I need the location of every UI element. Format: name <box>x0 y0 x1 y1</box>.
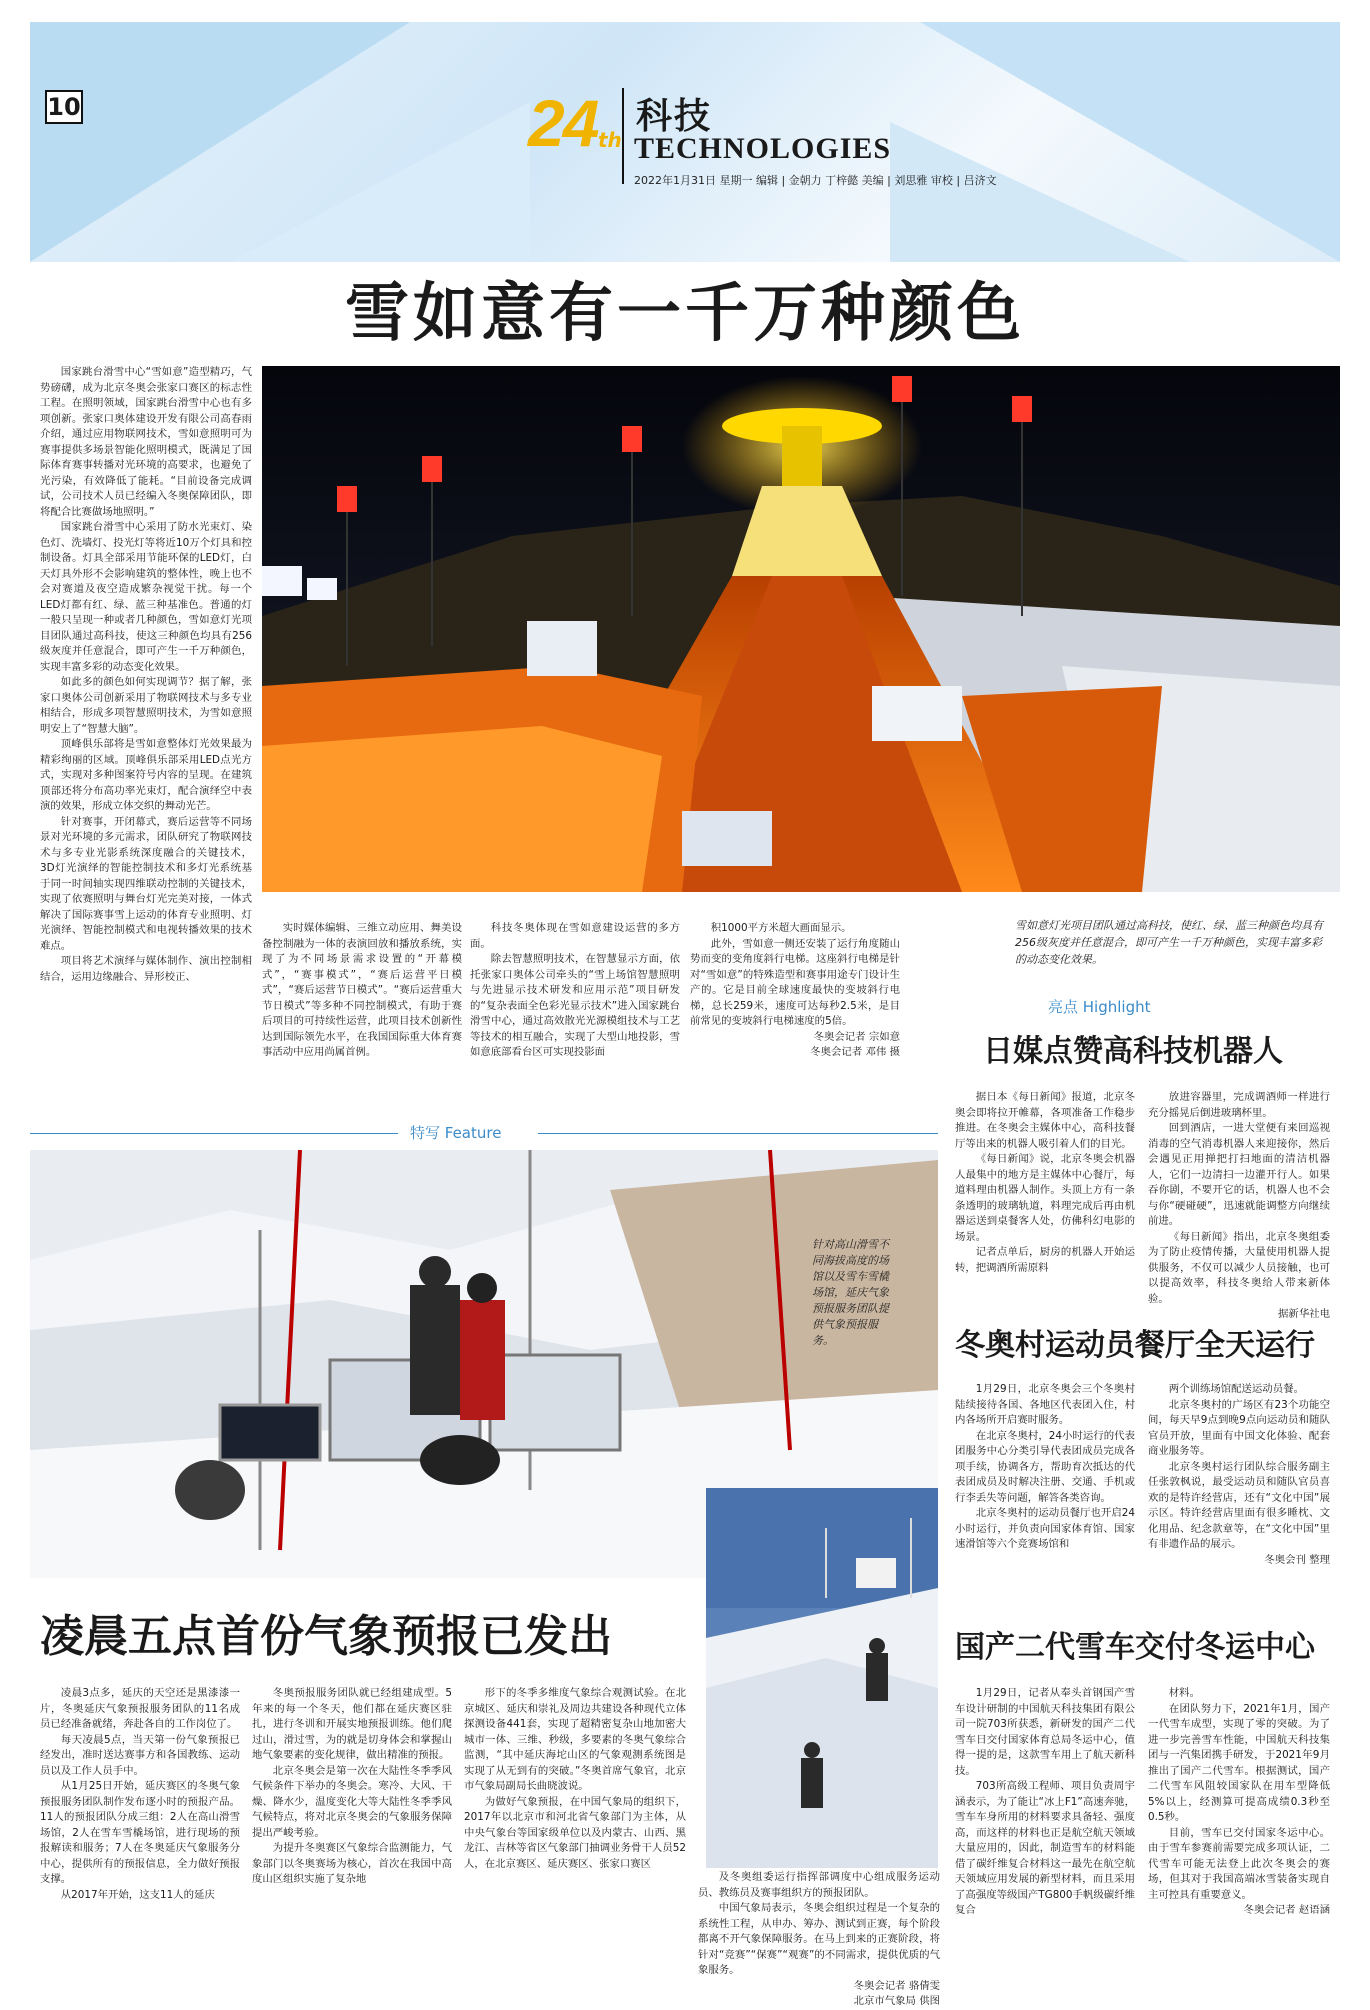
logo-24: 24 <box>528 86 598 160</box>
sled-byline: 冬奥会记者 赵语涵 <box>1243 1904 1330 1916</box>
weather-station-caption: 针对高山滑雪不同海拔高度的场馆以及雪车雪橇场馆，延庆气象预报服务团队提供气象预报服务。 <box>812 1238 889 1347</box>
article1-column-3: 科技冬奥体现在雪如意建设运营的多方面。 除去智慧照明技术，在智慧显示方面，依托张家口奥体公司牵头的“雪上场馆智慧照明与先进显示技术研发和应用示范”项目研发的“复杂表面全色彩光显示技术”进入国家跳台滑雪中心，通过高效散光光源模组技术与工艺等技术的相互融合，实现了大型山地投影，雪如意底部看台区可实现投影面 <box>470 922 680 1058</box>
feature-label: 特写 Feature <box>410 1124 502 1142</box>
page-number: 10 <box>45 90 83 124</box>
highlight-column-1: 据日本《每日新闻》报道，北京冬奥会即将拉开帷幕，各项准备工作稳步推进。在冬奥会主媒体中心，高科技餐厅等出来的机器人吸引着人们的目光。 《每日新闻》说，北京冬奥会机器人最集中的地方是主媒体中心餐厅，每道料理由机器人制作。头顶上方有一条条透明的玻璃轨道，料理完成后再由机器运送到桌餐客人处，仿佛科幻电影的场景。 记者点单后，厨房的机器人开始运转，把调酒所需原料 <box>955 1091 1135 1274</box>
highlight-byline: 据新华社电 <box>1278 1308 1330 1320</box>
section-title-en: TECHNOLOGIES <box>634 132 892 165</box>
feature-rule-left <box>30 1133 398 1134</box>
section-title-cn: 科技 <box>636 96 713 137</box>
article1-column-1: 国家跳台滑雪中心“雪如意”造型精巧，气势磅礴，成为北京冬奥会张家口赛区的标志性工程。在照明领域，国家跳台滑雪中心也有多项创新。张家口奥体建设开发有限公司高春雨介绍，通过应用物联网技术，雪如意照明可为赛事提供多场景智能化照明模式，既满足了国际体育赛事转播对光环境的高要求，也避免了光污染，有效降低了能耗。“目前设备完成调试，公司技术人员已经编入冬奥保障团队，即将配合比赛做场地照明。” 国家跳台滑雪中心采用了防水光束灯、染色灯、洗墙灯、投光灯等将近10万个灯具和控制设备。灯具全部采用节能环保的LED灯，白天灯具外形不会影响建筑的整体性，晚上也不会对赛道及夜空造成繁杂视觉干扰。每一个LED灯都有红、绿、蓝三种基准色。普通的灯一般只呈现一种或者几种颜色，雪如意灯光项目团队通过高科技，使这三种颜色均具有256级灰度并任意混合，即可产生一千万种颜色，实现丰富多彩的动态变化效果。 如此多的颜色如何实现调节？据了解，张家口奥体公司创新采用了物联网技术与多专业相结合，形成多项智慧照明技术，为雪如意照明安上了“智慧大脑”。 顶峰俱乐部将是雪如意整体灯光效果最为精彩绚丽的区域。顶峰俱乐部采用LED点光方式，实现对多种图案符号内容的呈现。在建筑顶部还将分布高功率光束灯，配合演绎空中表演的效果，形成立体交织的舞动光芒。 针对赛事，开闭幕式，赛后运营等不同场景对光环境的多元需求，团队研究了物联网技术与多专业光影系统深度融合的关键技术，3D灯光演绎的智能控制技术和多灯光系统基于同一时间轴实现四维联动控制的关键技术，实现了依赛照明与舞台灯光完美对接，一体式解决了国际赛事雪上运动的体育专业照明、灯光演绎、智能控制模式和电视转播效果的技术难点。 项目将艺术演绎与媒体制作、演出控制相结合，运用边缘融合、异形校正、 <box>40 366 252 983</box>
sled-headline: 国产二代雪车交付冬运中心 <box>955 1630 1315 1665</box>
highlight-label: 亮点 Highlight <box>1048 998 1151 1016</box>
village-column-2: 两个训练场馆配送运动员餐。 北京冬奥村的广场区有23个功能空间，每天早9点到晚9点向运动员和随队官员开放，里面有中国文化体验、配套商业服务等。 北京冬奥村运行团队综合服务副主任张敦枫说，最受运动员和随队官员喜欢的是特许经营店，还有“文化中国”展示区。特许经营店里面有很多睡枕、文化用品、纪念款章等，在“文化中国”里有非遗作品的展示。 冬奥会刊 整理 <box>1148 1382 1330 1568</box>
village-byline: 冬奥会刊 整理 <box>1264 1553 1330 1566</box>
article1-column-4: 积1000平方米超大画面显示。 此外，雪如意一侧还安装了运行角度随山势而变的变角度斜行电梯。这座斜行电梯是针对“雪如意”的特殊造型和赛事用途专门设计生产的。它是目前全球速度最快的变坡斜行电梯，总长259米，速度可达每秒2.5米，是目前常见的变坡斜行电梯速度的5倍。 冬奥会记者 宗如意 冬奥会记者 邓伟 摄 <box>690 921 900 1061</box>
feature-column-1: 凌晨3点多，延庆的天空还是黑漆漆一片，冬奥延庆气象预报服务团队的11名成员已经准备就绪，奔赴各自的工作岗位了。 每天凌晨5点，当天第一份气象预报已经发出，准时送达赛事方和各国教练、运动员以及工作人员手中。 从1月25日开始，延庆赛区的冬奥气象预报服务团队制作发布逐小时的预报产品。11人的预报团队分成三组：2人在高山滑雪场馆，2人在雪车雪橇场馆，进行现场的预报解读和服务；7人在冬奥延庆气象服务分中心，提供所有的预报信息，全力做好预报支撑。 从2017年开始，这支11人的延庆 <box>40 1687 240 1901</box>
ski-jump-photo <box>262 366 1340 892</box>
sled-column-2: 材料。 在团队努力下，2021年1月，国产一代雪车成型，实现了零的突破。为了进一步完善雪车性能，中国航天科技集团与一汽集团携手研发，于2021年9月推出了国产二代雪车。根据测试，国产二代雪车风阻较国家队在用车型降低5%以上，经测算可提高成绩0.3秒至0.5秒。 目前，雪车已交付国家冬运中心。由于雪车参赛前需要完成多项认证，二代雪车可能无法登上此次冬奥会的赛场，但其对于我国高端冰雪装备实现自主可控具有重要意义。 冬奥会记者 赵语涵 <box>1148 1686 1330 1926</box>
snow-hikers-photo <box>706 1488 938 1868</box>
feature-byline-photo: 北京市气象局 供图 <box>853 1995 940 2007</box>
feature-rule-right <box>538 1133 938 1134</box>
feature-column-3: 形下的冬季多维度气象综合观测试验。在北京城区、延庆和崇礼及周边共建设各种现代立体探测设备441套，实现了超精密复杂山地加密大城市一体、三维、秒级，多要素的冬奥气象综合监测，“其中延庆海坨山区的气象观测系统图是实现了从无到有的突破。”冬奥首席气象官，北京市气象局副局长曲晓波说。 为做好气象预报，在中国气象局的组织下，2017年以北京市和河北省气象部门为主体，从中央气象台等国家级单位以及内蒙古、山西、黑龙江、吉林等省区气象部门抽调业务骨干人员52人，在北京赛区、延庆赛区、张家口赛区 <box>464 1687 686 1870</box>
highlight-column-2: 放进容器里，完成调酒师一样进行充分摇晃后倒进玻璃杯里。 回到酒店，一进大堂便有来回巡视消毒的空气消毒机器人来迎接你，然后会遇见正用掸把打扫地面的清洁机器人，它们一边清扫一边灌开行人。如果吞你剧，不要开它的话，机器人也不会与你“硬碰硬”，迅速就能调整方向继续前进。 《每日新闻》指出，北京冬奥组委为了防止疫情传播，大量使用机器人提供服务，不仅可以减少人员接触，也可以提高效率，科技冬奥给人带来新体验。 据新华社电 <box>1148 1090 1330 1323</box>
article1-byline-writer: 冬奥会记者 宗如意 <box>813 1030 900 1043</box>
village-column-1: 1月29日，北京冬奥会三个冬奥村陆续接待各国、各地区代表团入住，村内各场所开启赛时服务。 在北京冬奥村，24小时运行的代表团服务中心分类引导代表团成员完成各项手续，协调各方，帮助育次抵达的代表团成员及时解决注册、交通、手机或行李丢失等问题，解答各类咨询。 北京冬奥村的运动员餐厅也开启24小时运行，并负责向国家体育馆、国家速滑馆等六个竞赛场馆和 <box>955 1383 1135 1550</box>
headline-main: 雪如意有一千万种颜色 <box>345 277 1025 351</box>
sled-column-1: 1月29日，记者从奉头首钢国产雪车设计研制的中国航天科技集团有限公司一院703所获悉，新研发的国产二代雪车日交付国家体育总局冬运中心，值得一提的是，这款雪车用上了航天新科技。 703所高级工程师、项目负责周宇涵表示，为了能让“冰上F1”高速奔驰，雪车车身所用的材料要求具备轻、强度高，而这样的材料也正是航空航天领域大量应用的，因此，制造雪车的材料能借了碳纤维复合材料这一最先在航空航天领域应用发展的新型材料，而且采用了高强度等级国产TG800手帆级碳纤维复合 <box>955 1687 1135 1916</box>
highlight-headline: 日媒点赞高科技机器人 <box>983 1034 1283 1069</box>
feature-column-4-text-block: 及冬奥组委运行指挥部调度中心组成服务运动员、教练员及赛事组织方的预报团队。 中国气象局表示，冬奥会组织过程是一个复杂的系统性工程，从申办、筹办、测试到正赛，每个阶段都离不开气象保障服务。在马上到来的正赛阶段，将针对“竞赛”“保赛”“观赛”的不同需求，提供优质的气象服务。 冬奥会记者 骆倩雯 北京市气象局 供图 <box>698 1870 940 1932</box>
logo-suffix: th <box>598 128 622 152</box>
article1-byline-photo: 冬奥会记者 邓伟 摄 <box>810 1046 900 1058</box>
feature-headline: 凌晨五点首份气象预报已发出 <box>40 1611 612 1662</box>
article1-column-2: 实时媒体编辑、三维立动应用、舞美设备控制融为一体的表演回放和播放系统，实现了为不同场景需求设置的“开幕模式”，“赛事模式”，“赛后运营平日模式”，“赛后运营节日模式”。“赛后运营重大节日模式”等多种不同控制模式，有助于赛后项目的可持续性运营，此项目技术创新性达到国际领先水平，在我国国际重大体育赛事活动中应用尚属首例。 <box>262 922 462 1058</box>
feature-column-2: 冬奥预报服务团队就已经组建成型。5年来的每一个冬天，他们都在延庆赛区驻扎，进行冬训和开展实地预报训练。他们爬过山，滑过雪，为的就是切身体会和掌握山地气象要素的变化规律，做出精准的预报。 北京冬奥会是第一次在大陆性冬季季风气候条件下举办的冬奥会。寒冷、大风、干燥、降水少，温度变化大等大陆性冬季季风气候特点，将对北京冬奥会的气象服务保障提出严峻考验。 为提升冬奥赛区气象综合监测能力，气象部门以冬奥赛场为核心，首次在我国中高度山区组织实施了复杂地 <box>252 1687 452 1885</box>
header-divider <box>622 88 624 184</box>
feature-byline-writer: 冬奥会记者 骆倩雯 <box>853 1979 940 1992</box>
village-headline: 冬奥村运动员餐厅全天运行 <box>955 1328 1315 1363</box>
issue-meta: 2022年1月31日 星期一 编辑 | 金朝力 丁梓懿 美编 | 刘思雅 审校 | 吕济文 <box>634 174 997 187</box>
ski-jump-caption: 雪如意灯光项目团队通过高科技，使红、绿、蓝三种颜色均具有256级灰度并任意混合，即可产生一千万种颜色，实现丰富多彩的动态变化效果。 <box>1015 919 1323 966</box>
